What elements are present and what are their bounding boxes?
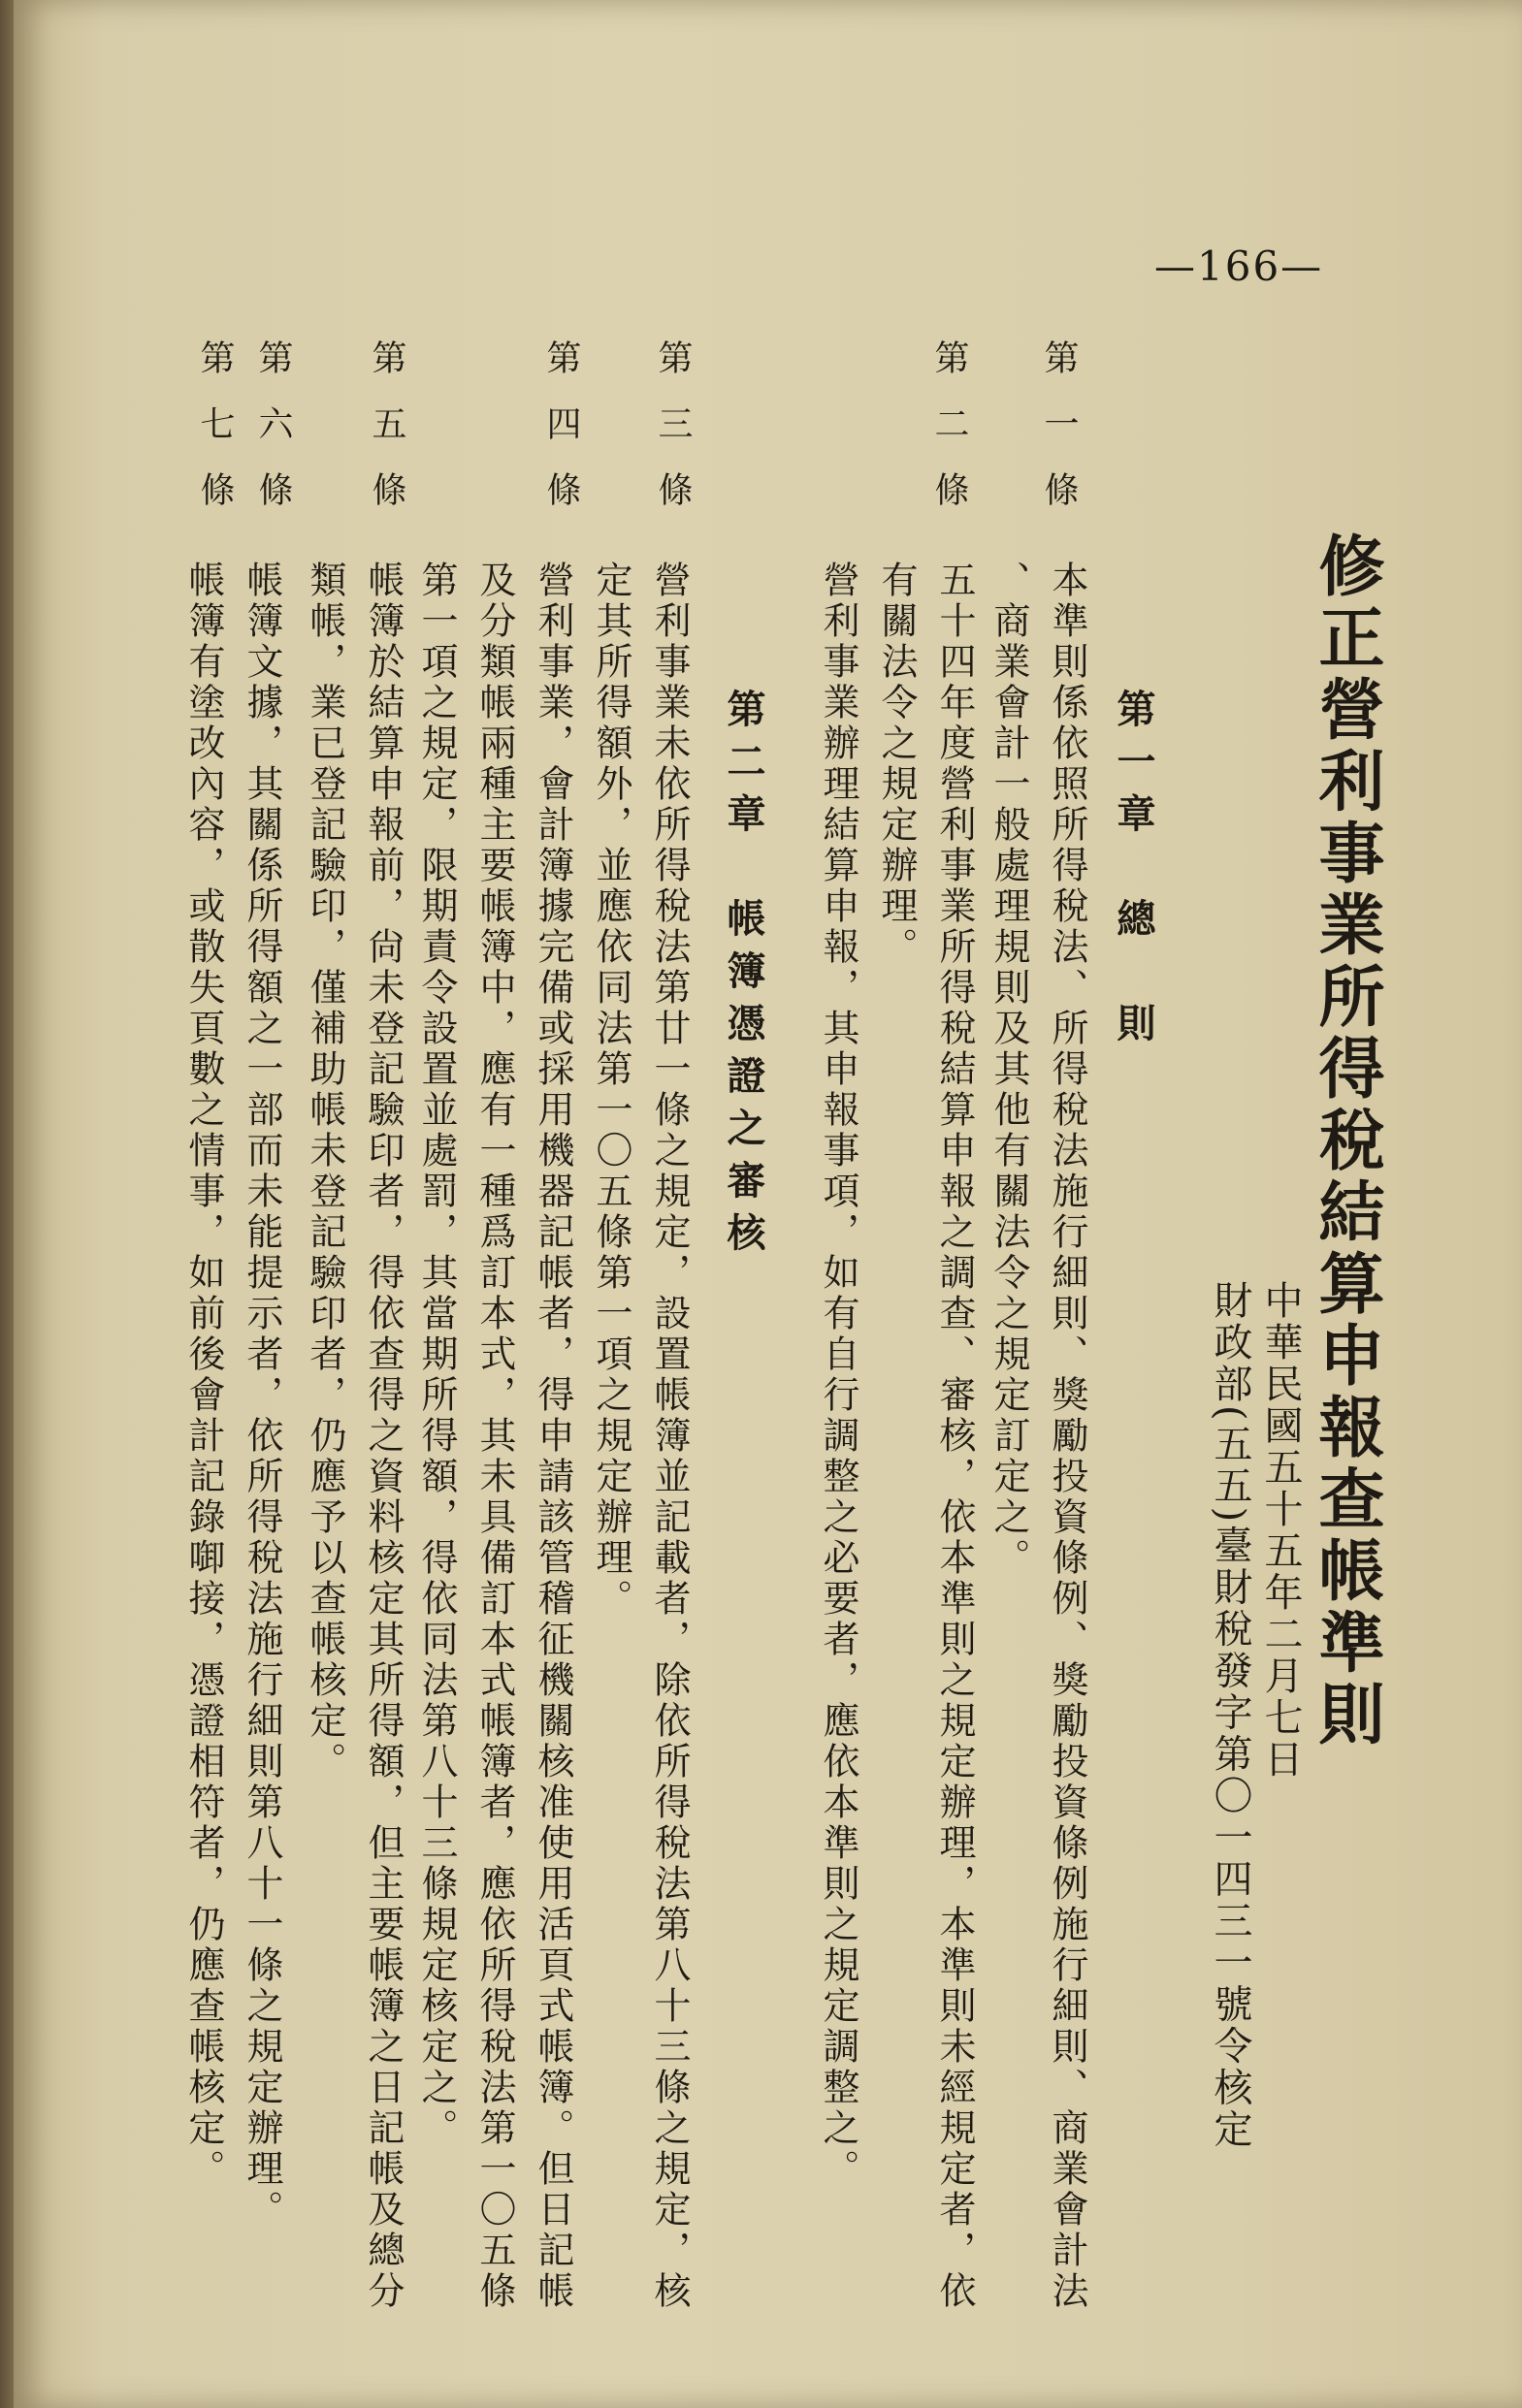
article-3-text: 營利事業未依所得稅法第廿一條之規定，設置帳簿並記載者，除依所得稅法第八十三條之規定，核 定其所得額外，並應依同法第一〇五條第一項之規定辦理。 bbox=[590, 561, 691, 2312]
article-1-text: 本準則係依照所得稅法、所得稅法施行細則、獎勵投資條例、獎勵投資條例施行細則、商業會計法 、商業會計一般處理規則及其他有關法令之規定訂定之。 bbox=[988, 561, 1088, 2312]
article-4-text: 營利事業，會計簿據完備或採用機器記帳者，得申請該管稽征機關核准使用活頁式帳簿。但日記帳 及分類帳兩種主要帳簿中，應有一種爲訂本式，其未具備訂本式帳簿者，應依所得稅法第一〇五條 第一項之規定，限期責令設置並處罰，其當期所得額，得依同法第八十三條規定核定之。 bbox=[415, 561, 574, 2312]
document-title: 修正營利事業所得稅結算申報查帳準則 bbox=[1308, 531, 1385, 1751]
article-5-label: 第五條 bbox=[367, 339, 406, 537]
decree-date: 中華民國五十五年二月七日 bbox=[1258, 1280, 1303, 1781]
article-6-text: 帳簿文據，其關係所得額之一部而未能提示者，依所得稅法施行細則第八十一條之規定辦理。 bbox=[241, 561, 283, 2231]
article-1-label: 第一條 bbox=[1039, 339, 1079, 537]
decree-order: 財政部(五五)臺財稅發字第〇一四三一號令核定 bbox=[1208, 1280, 1252, 2151]
article-7-text: 帳簿有塗改內容，或散失頁數之情事，如前後會計記錄啣接，憑證相符者，仍應查帳核定。 bbox=[182, 561, 225, 2190]
article-2-label: 第二條 bbox=[929, 339, 969, 537]
article-4-label: 第四條 bbox=[541, 339, 581, 537]
chapter-1-heading: 第一章 總 則 bbox=[1111, 689, 1156, 1055]
chapter-2-heading: 第二章 帳簿憑證之審核 bbox=[721, 689, 766, 1265]
decree-block bbox=[1205, 1280, 1306, 2150]
article-6-label: 第六條 bbox=[253, 339, 293, 537]
article-2-text: 五十四年度營利事業所得稅結算申報之調查、審核，依本準則之規定辦理，本準則未經規定者，依 有關法令之規定辦理。 營利事業辦理結算申報，其申報事項，如有自行調整之必要者，應依本準則之規定調整之。 bbox=[817, 561, 976, 2312]
article-7-label: 第七條 bbox=[195, 339, 235, 537]
article-3-label: 第三條 bbox=[653, 339, 693, 537]
article-5-text: 帳簿於結算申報前，尙未登記驗印者，得依查得之資料核定其所得額，但主要帳簿之日記帳及總分 類帳，業已登記驗印，僅補助帳未登記驗印者，仍應予以查帳核定。 bbox=[304, 561, 405, 2312]
page-number: —166— bbox=[1154, 242, 1324, 290]
